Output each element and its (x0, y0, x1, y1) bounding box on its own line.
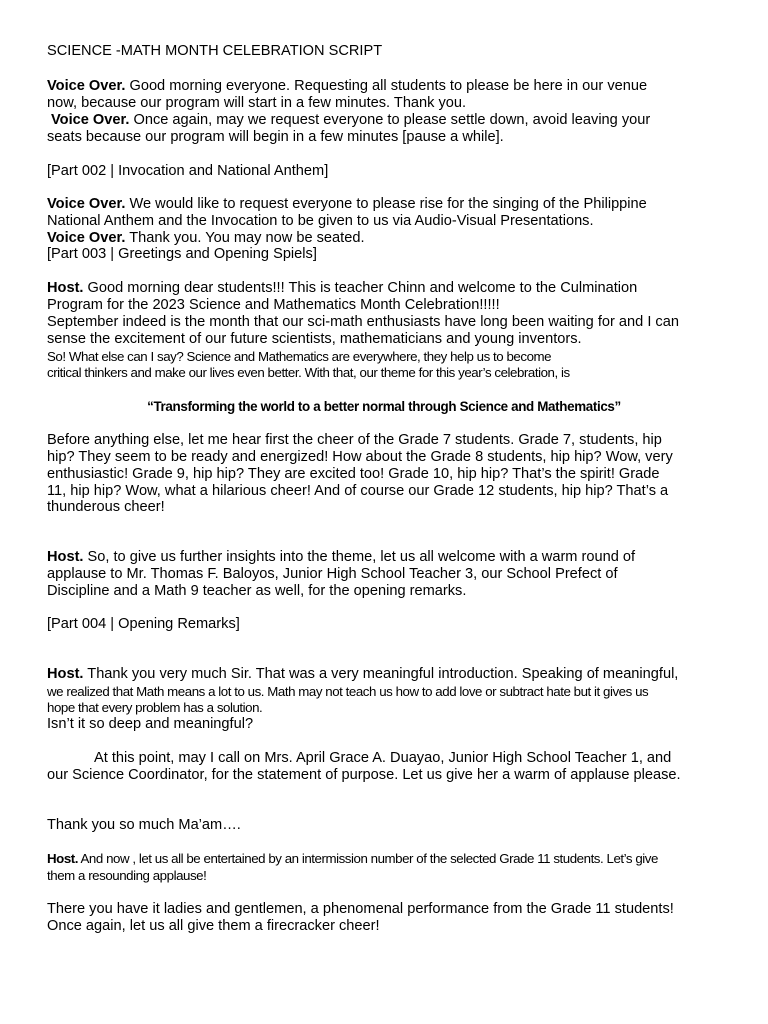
cheer-line: Before anything else, let me hear first the cheer of the Grade 7 students. Grade 7, students, hip (47, 432, 662, 448)
cheer-line: enthusiastic! Grade 9, hip hip? They are excited too! Grade 10, hip hip? That’s the spirit! Grade (47, 466, 660, 482)
host-line (47, 280, 637, 297)
host-line: applause to Mr. Thomas F. Baloyos, Junior High School Teacher 3, our School Prefect of (47, 566, 618, 582)
host-line: Program for the 2023 Science and Mathematics Month Celebration!!!!! (47, 297, 500, 313)
line-text: Good morning dear students!!! This is teacher Chinn and welcome to the Culmination (83, 280, 638, 296)
host-line: we realized that Math means a lot to us. Math may not teach us how to add love or subtract hate but it gives us (47, 684, 649, 699)
part-heading: [Part 002 | Invocation and National Anthem] (47, 163, 329, 179)
voice-over-line (51, 112, 650, 129)
voice-over-line: now, because our program will start in a few minutes. Thank you. (47, 95, 467, 111)
host-line: sense the excitement of our future scientists, mathematicians and young inventors. (47, 331, 582, 347)
host-line (47, 850, 658, 867)
line-text: So, to give us further insights into the theme, let us all welcome with a warm round of (83, 549, 636, 565)
voice-over-line (47, 78, 647, 95)
speaker-label: Voice Over. (51, 112, 130, 128)
host-line (47, 549, 635, 566)
part-heading: [Part 004 | Opening Remarks] (47, 616, 240, 632)
speaker-label: Voice Over. (47, 196, 126, 212)
host-line: Isn’t it so deep and meaningful? (47, 716, 254, 732)
closing-line: There you have it ladies and gentlemen, a phenomenal performance from the Grade 11 students! (47, 901, 674, 917)
host-line: Discipline and a Math 9 teacher as well, for the opening remarks. (47, 583, 467, 599)
speaker-label: Host. (47, 549, 84, 565)
speaker-label: Voice Over. (47, 230, 126, 246)
host-line: hope that every problem has a solution. (47, 700, 263, 715)
speaker-label: Host. (47, 666, 84, 682)
line-text: Thank you very much Sir. That was a very meaningful introduction. Speaking of meaningful, (83, 666, 679, 682)
coordinator-line: our Science Coordinator, for the statement of purpose. Let us give her a warm of applause please. (47, 767, 681, 783)
cheer-line: thunderous cheer! (47, 499, 165, 515)
theme-quote: “Transforming the world to a better normal through Science and Mathematics” (147, 399, 621, 414)
line-text: Good morning everyone. Requesting all students to please be here in our venue (125, 78, 648, 94)
speaker-label: Host. (47, 851, 78, 866)
cheer-line: 11, hip hip? Wow, what a hilarious cheer! And of course our Grade 12 students, hip hip? That’s a (47, 483, 669, 499)
page-title: SCIENCE -MATH MONTH CELEBRATION SCRIPT (47, 43, 383, 59)
cheer-line: hip? They seem to be ready and energized! How about the Grade 8 students, hip hip? Wow, very (47, 449, 673, 465)
coordinator-line: At this point, may I call on Mrs. April Grace A. Duayao, Junior High School Teacher 1, and (94, 750, 672, 766)
part-heading: [Part 003 | Greetings and Opening Spiels] (47, 246, 317, 262)
host-line: critical thinkers and make our lives even better. With that, our theme for this year’s celebration, is (47, 365, 570, 380)
line-text: And now , let us all be entertained by an intermission number of the selected Grade 11 students. Let’s give (78, 851, 658, 866)
host-line: September indeed is the month that our sci-math enthusiasts have long been waiting for and I can (47, 314, 679, 330)
host-line (47, 666, 678, 683)
voice-over-line: National Anthem and the Invocation to be given to us via Audio-Visual Presentations. (47, 213, 594, 229)
voice-over-line (47, 196, 647, 213)
host-line: So! What else can I say? Science and Mathematics are everywhere, they help us to become (47, 349, 552, 364)
voice-over-line: seats because our program will begin in a few minutes [pause a while]. (47, 129, 504, 145)
thanks-line: Thank you so much Ma’am…. (47, 817, 241, 833)
voice-over-line (47, 230, 365, 247)
line-text: Once again, may we request everyone to please settle down, avoid leaving your (129, 112, 651, 128)
speaker-label: Voice Over. (47, 78, 126, 94)
line-text: We would like to request everyone to please rise for the singing of the Philippine (125, 196, 647, 212)
closing-line: Once again, let us all give them a firecracker cheer! (47, 918, 380, 934)
host-line: them a resounding applause! (47, 868, 207, 883)
speaker-label: Host. (47, 280, 84, 296)
line-text: Thank you. You may now be seated. (125, 230, 365, 246)
